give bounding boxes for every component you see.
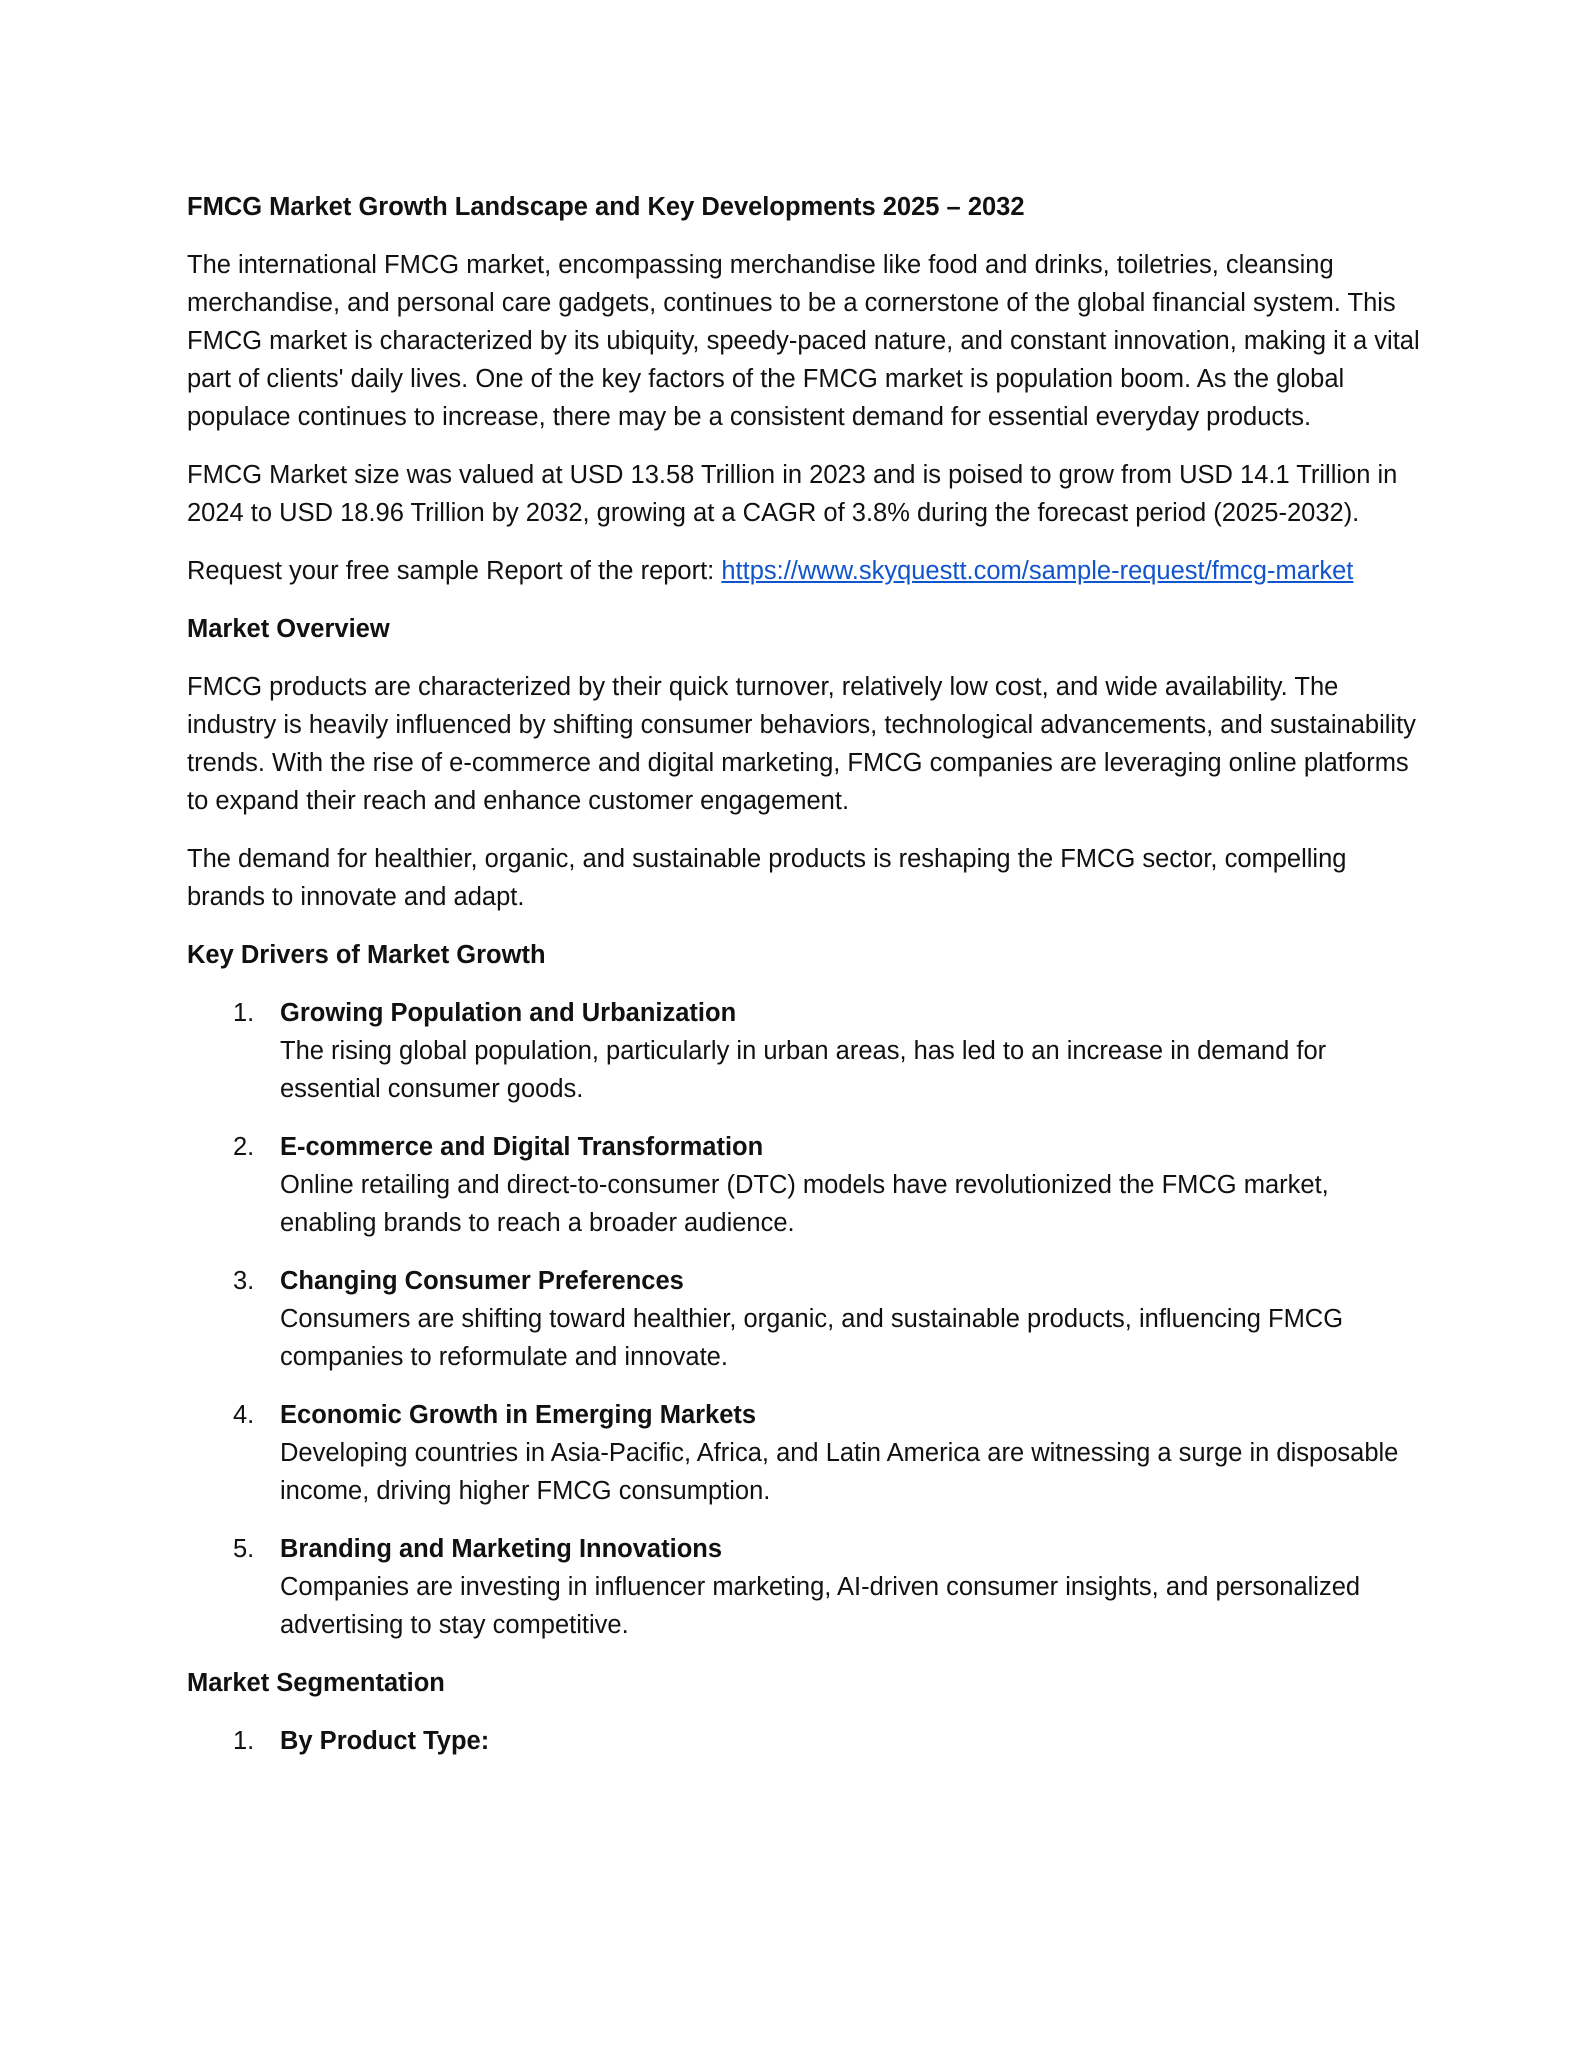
market-size-paragraph: FMCG Market size was valued at USD 13.58 Trillion in 2023 and is poised to grow from USD 14.1 Trillion in 2024 to USD 18.96 Trillion by 2032, growing at a CAGR of 3.8% during the forecast period (2025-2032). <box>187 461 1398 527</box>
list-item-title: Changing Consumer Preferences <box>280 1267 684 1295</box>
list-item <box>187 1722 1427 1760</box>
document-title: FMCG Market Growth Landscape and Key Developments 2025 – 2032 <box>187 193 1025 221</box>
list-item-text: Companies are investing in influencer marketing, AI-driven consumer insights, and personalized advertising to stay competitive. <box>280 1573 1361 1639</box>
list-item-text: Developing countries in Asia-Pacific, Africa, and Latin America are witnessing a surge in disposable income, driving higher FMCG consumption. <box>280 1439 1399 1505</box>
list-item <box>187 994 1427 1108</box>
list-item-number: 3. <box>233 1267 255 1295</box>
market-segmentation-heading: Market Segmentation <box>187 1669 445 1697</box>
market-overview-heading: Market Overview <box>187 615 390 643</box>
key-drivers-list <box>187 994 1427 1644</box>
sample-request-link[interactable]: https://www.skyquestt.com/sample-request/fmcg-market <box>721 557 1354 585</box>
list-item-text: Consumers are shifting toward healthier, organic, and sustainable products, influencing FMCG companies to reformulate and innovate. <box>280 1305 1344 1371</box>
list-item-number: 5. <box>233 1535 255 1563</box>
key-drivers-heading: Key Drivers of Market Growth <box>187 941 546 969</box>
list-item-title: Branding and Marketing Innovations <box>280 1535 723 1563</box>
sample-request-label: Request your free sample Report of the report: <box>187 557 722 585</box>
list-item-number: 1. <box>233 1727 255 1755</box>
list-item-title: Growing Population and Urbanization <box>280 999 737 1027</box>
list-item <box>187 1128 1427 1242</box>
overview-paragraph-2: The demand for healthier, organic, and sustainable products is reshaping the FMCG sector, compelling brands to innovate and adapt. <box>187 845 1347 911</box>
list-item-number: 4. <box>233 1401 255 1429</box>
list-item-number: 2. <box>233 1133 255 1161</box>
list-item <box>187 1396 1427 1510</box>
list-item <box>187 1262 1427 1376</box>
intro-paragraph: The international FMCG market, encompassing merchandise like food and drinks, toiletries, cleansing merchandise, and personal care gadgets, continues to be a cornerstone of the global financial system. This FMCG market is characterized by its ubiquity, speedy-paced nature, and constant innovation, making it a vital part of clients' daily lives. One of the key factors of the FMCG market is population boom. As the global populace continues to increase, there may be a consistent demand for essential everyday products. <box>187 251 1420 431</box>
list-item <box>187 1530 1427 1644</box>
overview-paragraph-1: FMCG products are characterized by their quick turnover, relatively low cost, and wide availability. The industry is heavily influenced by shifting consumer behaviors, technological advancements, and sustainability trends. With the rise of e-commerce and digital marketing, FMCG companies are leveraging online platforms to expand their reach and enhance customer engagement. <box>187 673 1416 815</box>
list-item-number: 1. <box>233 999 255 1027</box>
list-item-text: The rising global population, particularly in urban areas, has led to an increase in demand for essential consumer goods. <box>280 1037 1327 1103</box>
segmentation-list <box>187 1722 1427 1760</box>
list-item-title: By Product Type: <box>280 1727 490 1755</box>
list-item-text: Online retailing and direct-to-consumer (DTC) models have revolutionized the FMCG market, enabling brands to reach a broader audience. <box>280 1171 1329 1237</box>
list-item-title: Economic Growth in Emerging Markets <box>280 1401 757 1429</box>
document-page <box>187 188 1427 1780</box>
sample-request-paragraph <box>187 552 1427 590</box>
list-item-title: E-commerce and Digital Transformation <box>280 1133 764 1161</box>
